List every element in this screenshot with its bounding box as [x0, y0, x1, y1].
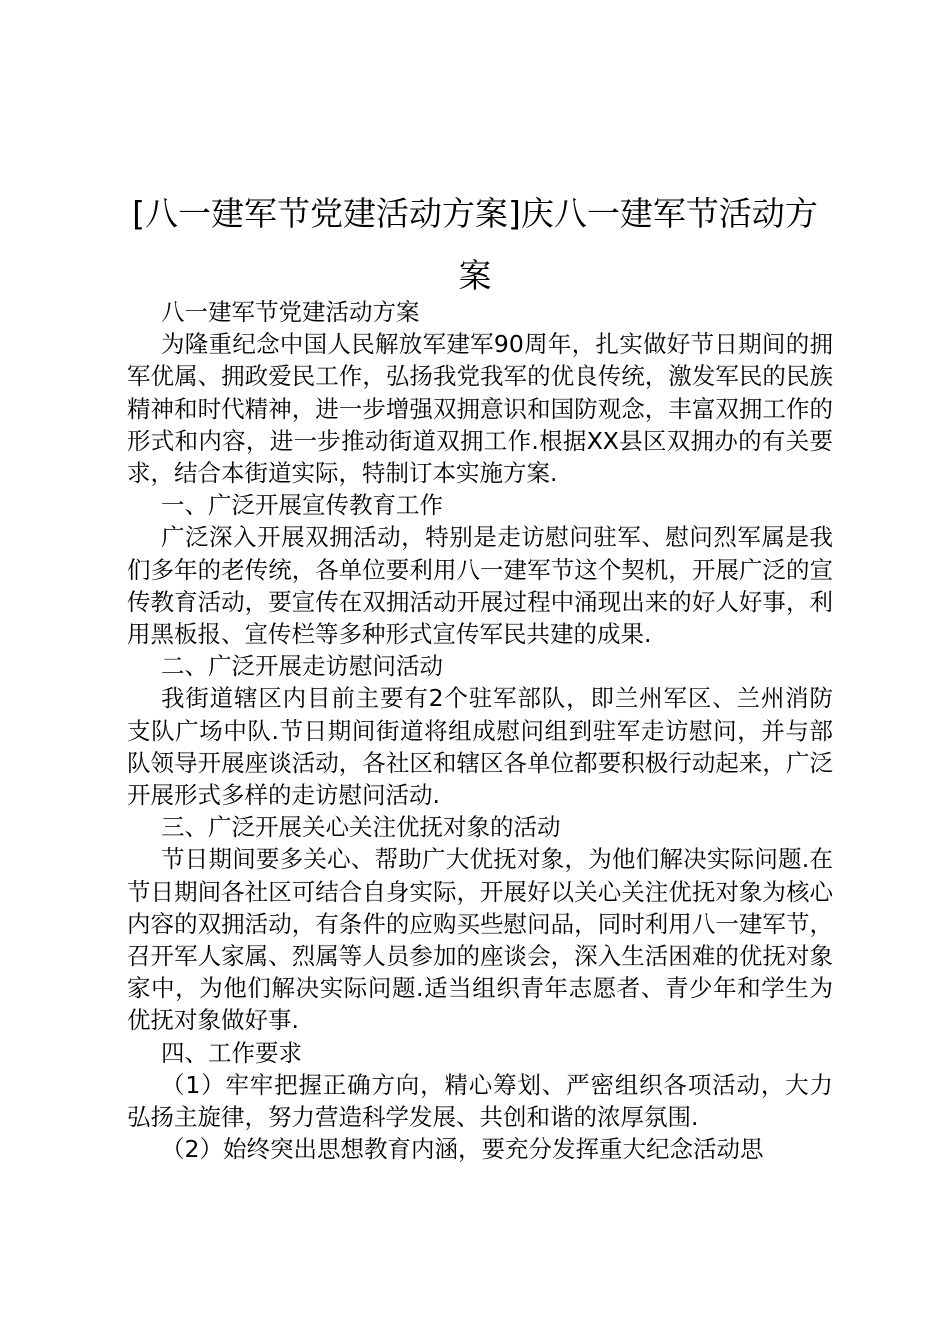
- section-heading-3: 三、广泛开展关心关注优抚对象的活动: [161, 813, 561, 842]
- section-paragraph-3: 节日期间要多关心、帮助广大优抚对象，为他们解决实际问题.在节日期间各社区可结合自身实际，开展好以关心关注优抚对象为核心内容的双拥活动，有条件的应购买些慰问品，同时利用八一建军节，召开军人家属、烈属等人员参加的座谈会，深入生活困难的优抚对象家中，为他们解决实际问题.适当组织青年志愿者、青少年和学生为优抚对象做好事.: [127, 845, 833, 1035]
- section-heading-1: 一、广泛开展宣传教育工作: [161, 491, 443, 520]
- section-paragraph-2: 我街道辖区内目前主要有2个驻军部队，即兰州军区、兰州消防支队广场中队.节日期间街道将组成慰问组到驻军走访慰问，并与部队领导开展座谈活动，各社区和辖区各单位都要积极行动起来，广泛开展形式多样的走访慰问活动.: [127, 684, 833, 810]
- intro-paragraph: 为隆重纪念中国人民解放军建军90周年，扎实做好节日期间的拥军优属、拥政爱民工作，弘扬我党我军的优良传统，激发军民的民族精神和时代精神，进一步增强双拥意识和国防观念，丰富双拥工作的形式和内容，进一步推动街道双拥工作.根据XX县区双拥办的有关要求，结合本街道实际，特制订本实施方案.: [127, 330, 833, 488]
- document-title: [八一建军节党建活动方案]庆八一建军节活动方案: [132, 194, 818, 295]
- requirement-item-1: （1）牢牢把握正确方向，精心筹划、严密组织各项活动，大力弘扬主旋律，努力营造科学发展、共创和谐的浓厚氛围.: [127, 1070, 833, 1132]
- section-paragraph-1: 广泛深入开展双拥活动，特别是走访慰问驻军、慰问烈军属是我们多年的老传统，各单位要利用八一建军节这个契机，开展广泛的宣传教育活动，要宣传在双拥活动开展过程中涌现出来的好人好事，利用黑板报、宣传栏等多种形式宣传军民共建的成果.: [127, 523, 833, 649]
- subtitle-heading: 八一建军节党建活动方案: [161, 298, 420, 326]
- section-heading-4: 四、工作要求: [161, 1038, 302, 1067]
- requirement-item-2: （2）始终突出思想教育内涵，要充分发挥重大纪念活动思: [161, 1135, 764, 1164]
- section-heading-2: 二、广泛开展走访慰问活动: [161, 652, 443, 681]
- document-body: [127, 296, 833, 1165]
